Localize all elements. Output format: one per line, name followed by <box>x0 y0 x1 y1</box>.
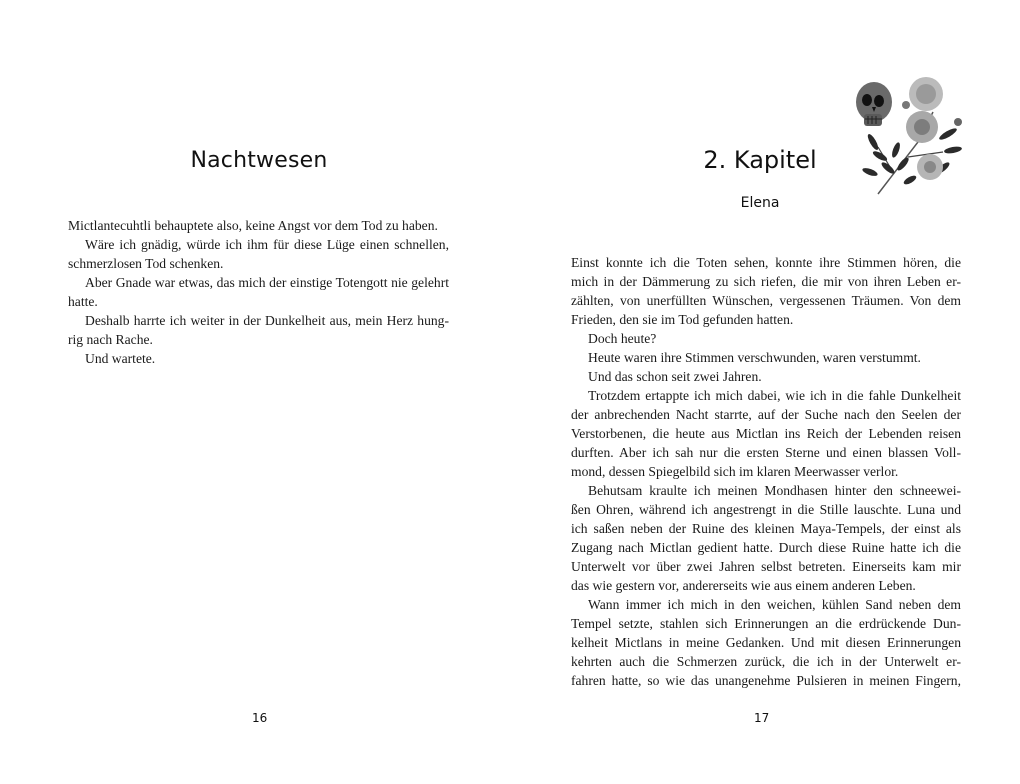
text-line: Aber Gnade war etwas, das mich der einstige Totengott nie gelehrt <box>85 275 449 290</box>
text-line: Behutsam kraulte ich meinen Mondhasen hinter den schneewei- <box>588 483 961 498</box>
text-line: Wann immer ich mich in den weichen, kühlen Sand neben dem <box>588 597 961 612</box>
text-line: Frieden, den sie im Tod gefunden hatten. <box>571 312 794 327</box>
text-line: kelheit Mictlans in meine Gedanken. Und mit diesen Erinnerungen <box>571 635 961 650</box>
text-line: ßen Ohren, während ich angestrengt in die Stille lauschte. Luna und <box>571 502 961 517</box>
text-line: Wäre ich gnädig, würde ich ihm für diese Lüge einen schnellen, <box>85 237 449 252</box>
text-line: Doch heute? <box>588 331 657 346</box>
text-line: zählten, von unerfüllten Wünschen, vergessenen Träumen. Von dem <box>571 293 961 308</box>
body-text <box>68 216 449 368</box>
text-line: mich in der Dämmerung zu sich riefen, die mir von ihren Leben er- <box>571 274 961 289</box>
text-line: ich saßen neben der Ruine des kleinen Maya-Tempels, der einst als <box>571 521 961 536</box>
right-page <box>510 0 1020 784</box>
text-line: Heute waren ihre Stimmen verschwunden, waren verstummt. <box>588 350 921 365</box>
text-line: schmerzlosen Tod schenken. <box>68 256 224 271</box>
text-line: Einst konnte ich die Toten sehen, konnte ihre Stimmen hören, die <box>571 255 961 270</box>
text-line: Und das schon seit zwei Jahren. <box>588 369 762 384</box>
text-line: das wie gestern vor, andererseits wie aus einem anderen Leben. <box>571 578 916 593</box>
text-line: Und wartete. <box>85 351 156 366</box>
text-line: kehrten auch die Schmerzen zurück, die ich in der Unterwelt er- <box>571 654 961 669</box>
section-title: Nachtwesen <box>190 148 328 173</box>
text-line: Trotzdem ertappte ich mich dabei, wie ich in die fahle Dunkelheit <box>588 388 961 403</box>
text-line: fahren hatte, so wie das unangenehme Pulsieren in meinen Fingern, <box>571 673 961 688</box>
text-line: mond, dessen Spiegelbild sich im klaren Meerwasser verlor. <box>571 464 899 479</box>
text-line: Mictlantecuhtli behauptete also, keine Angst vor dem Tod zu haben. <box>68 218 438 233</box>
text-line: hatte. <box>68 294 98 309</box>
text-line: Tempel setzte, stahlen sich Erinnerungen an die erdrückende Dun- <box>571 616 961 631</box>
text-line: Zugang nach Mictlan gedient hatte. Durch diese Ruine hatte ich die <box>571 540 961 555</box>
page-number: 16 <box>252 711 268 725</box>
text-line: Deshalb harrte ich weiter in der Dunkelheit aus, mein Herz hung- <box>85 313 449 328</box>
text-line: Unterwelt vor über zwei Jahren selbst betreten. Einerseits kam mir <box>571 559 961 574</box>
body-text <box>571 253 961 690</box>
chapter-subtitle: Elena <box>740 195 780 211</box>
page-number: 17 <box>754 711 770 725</box>
skull-and-marigolds-icon <box>848 72 968 197</box>
chapter-title: 2. Kapitel <box>703 146 817 174</box>
text-line: der anbrechenden Nacht starrte, auf der Suche nach den Seelen der <box>571 407 961 422</box>
text-line: durften. Aber ich sah nur die ersten Sterne und einen blassen Voll- <box>571 445 961 460</box>
text-line: rig nach Rache. <box>68 332 153 347</box>
text-line: Verstorbenen, die heute aus Mictlan ins Reich der Lebenden reisen <box>571 426 961 441</box>
